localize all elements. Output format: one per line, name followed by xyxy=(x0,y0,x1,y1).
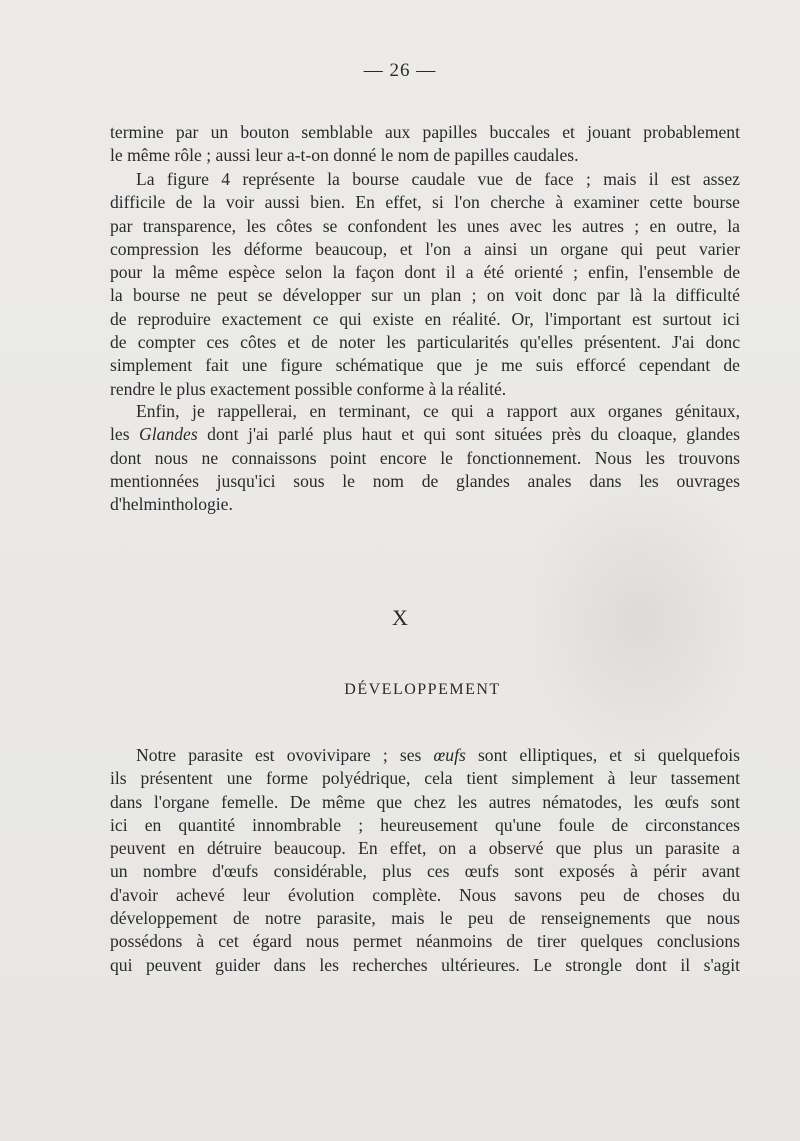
text-line: qui peuvent guider dans les recherches ultérieures. Le strongle dont il s'agit xyxy=(110,954,740,975)
italic-term-oeufs: œufs xyxy=(433,745,466,765)
paragraph-papilles-caudales xyxy=(110,121,740,168)
text-line xyxy=(110,423,740,446)
text-fragment: Notre parasite est ovovivipare ; ses xyxy=(136,745,434,765)
text-line: dans l'organe femelle. De même que chez les autres nématodes, les œufs sont xyxy=(110,791,740,812)
text-line: compression les déforme beaucoup, et l'on a ainsi un organe qui peut varier xyxy=(110,238,740,259)
section-number: X xyxy=(392,605,408,630)
text-line: de reproduire exactement ce qui existe en réalité. Or, l'important est surtout ici xyxy=(110,308,740,329)
text-line xyxy=(110,744,740,767)
paragraph-ovovivipare xyxy=(110,744,740,977)
text-fragment: sont elliptiques, et si quelquefois xyxy=(465,745,741,765)
page-number: — 26 — xyxy=(363,60,437,81)
text-line: la bourse ne peut se développer sur un plan ; on voit donc par là la difficulté xyxy=(110,285,740,306)
text-line: dont nous ne connaissons point encore le fonctionnement. Nous les trouvons xyxy=(110,447,740,468)
section-heading: DÉVELOPPEMENT xyxy=(344,681,501,698)
text-line: Enfin, je rappellerai, en terminant, ce qui a rapport aux organes génitaux, xyxy=(136,401,740,421)
text-line: possédons à cet égard nous permet néanmoins de tirer quelques conclusions xyxy=(110,931,740,952)
text-line: d'helminthologie. xyxy=(110,494,233,515)
text-line: pour la même espèce selon la façon dont il a été orienté ; enfin, l'ensemble de xyxy=(110,262,740,283)
italic-term-glandes: Glandes xyxy=(139,424,198,445)
paragraph-bourse-caudale xyxy=(110,168,740,401)
paragraph-glandes xyxy=(110,400,740,516)
text-line: peuvent en détruire beaucoup. En effet, on a observé que plus un parasite a xyxy=(110,838,740,859)
text-line: d'avoir achevé leur évolution complète. Nous savons peu de choses du xyxy=(110,884,740,905)
text-line: mentionnées jusqu'ici sous le nom de glandes anales dans les ouvrages xyxy=(110,470,740,491)
text-line: rendre le plus exactement possible conforme à la réalité. xyxy=(110,378,507,399)
text-line: ici en quantité innombrable ; heureusement qu'une foule de circonstances xyxy=(110,814,740,835)
text-line: difficile de la voir aussi bien. En effet, si l'on cherche à examiner cette bourse xyxy=(110,192,740,213)
text-line: le même rôle ; aussi leur a-t-on donné le nom de papilles caudales. xyxy=(110,145,579,166)
text-line: ils présentent une forme polyédrique, cela tient simplement à leur tassement xyxy=(110,768,740,789)
text-line: un nombre d'œufs considérable, plus ces œufs sont exposés à périr avant xyxy=(110,861,740,882)
text-line: termine par un bouton semblable aux papilles buccales et jouant probablement xyxy=(110,122,740,142)
text-fragment: les xyxy=(110,424,140,445)
text-line: La figure 4 représente la bourse caudale vue de face ; mais il est assez xyxy=(136,169,740,189)
text-line: de compter ces côtes et de noter les particularités qu'elles présentent. J'ai donc xyxy=(110,332,740,353)
text-line: par transparence, les côtes se confondent les unes avec les autres ; en outre, la xyxy=(110,215,740,236)
text-fragment: dont j'ai parlé plus haut et qui sont situées près du cloaque, glandes xyxy=(197,424,741,445)
text-line: développement de notre parasite, mais le peu de renseignements que nous xyxy=(110,908,740,929)
text-line: simplement fait une figure schématique que je me suis efforcé cependant de xyxy=(110,355,740,376)
